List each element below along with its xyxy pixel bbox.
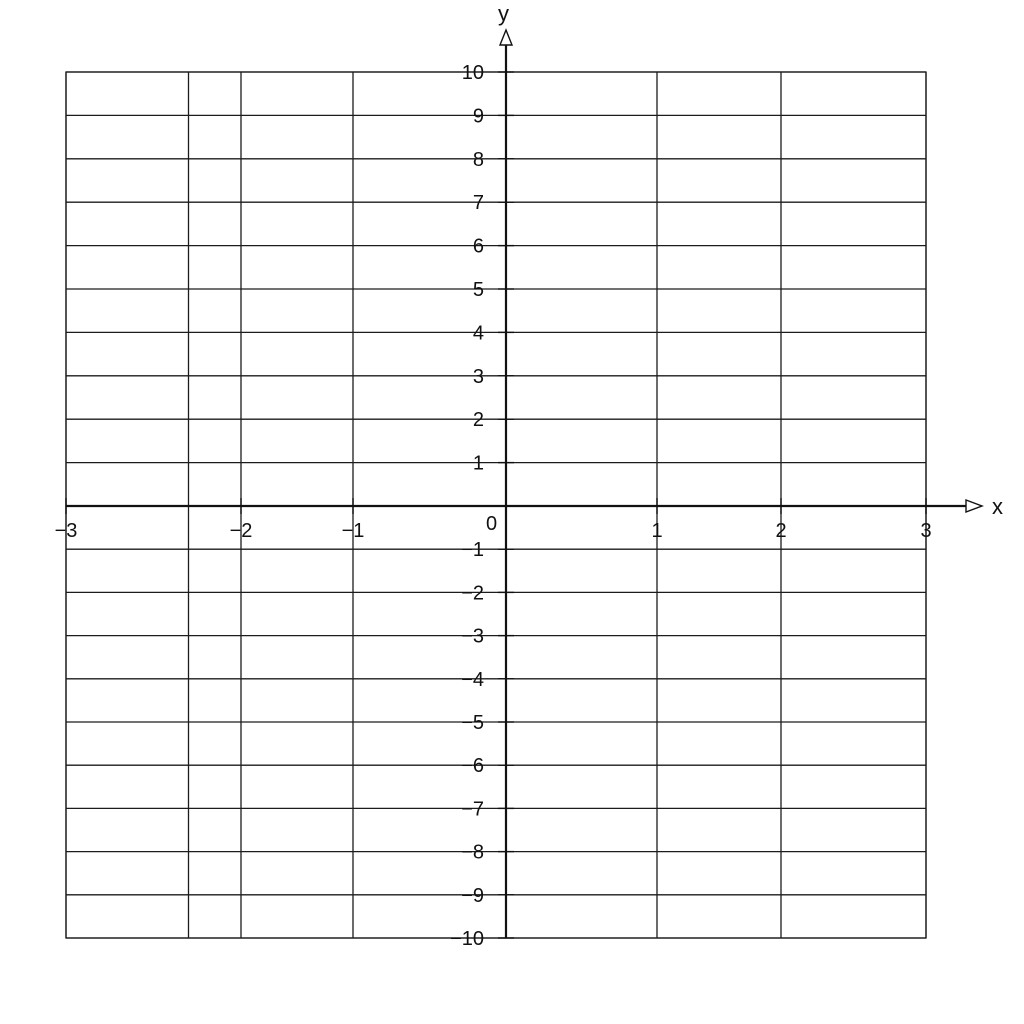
y-tick-label: −4 — [461, 668, 484, 691]
y-axis-arrow-icon — [500, 30, 512, 45]
origin-label: 0 — [486, 513, 498, 535]
x-axis-label: x — [992, 494, 1003, 519]
y-tick-label: 3 — [472, 365, 484, 388]
y-tick-label: −5 — [461, 712, 484, 734]
y-tick-label: 4 — [472, 322, 484, 345]
y-tick-label: −6 — [461, 755, 484, 778]
y-tick-label: 9 — [472, 105, 484, 128]
y-tick-label: −1 — [461, 539, 484, 562]
y-tick-label: −2 — [461, 582, 484, 605]
y-tick-label: −9 — [461, 884, 484, 907]
y-tick-label: 10 — [461, 62, 484, 84]
y-tick-label: 5 — [472, 279, 484, 301]
y-axis-label: y — [498, 1, 509, 26]
x-tick-label: −1 — [341, 520, 365, 542]
x-tick-label: −3 — [54, 520, 78, 542]
y-tick-label: −7 — [461, 798, 484, 821]
x-tick-label: 2 — [775, 520, 787, 542]
y-tick-label: 8 — [472, 148, 484, 171]
y-tick-label: 6 — [472, 235, 484, 258]
axes — [66, 30, 982, 938]
y-tick-label: −8 — [461, 841, 484, 864]
y-tick-label: 7 — [472, 192, 484, 215]
y-tick-label: −10 — [450, 928, 484, 950]
x-tick-label: 1 — [651, 520, 663, 542]
x-tick-label: −2 — [229, 520, 253, 542]
y-tick-label: 1 — [472, 452, 484, 475]
y-tick-label: 2 — [472, 409, 484, 432]
y-tick-label: −3 — [461, 625, 484, 648]
x-axis-arrow-icon — [966, 500, 982, 512]
x-tick-label: 3 — [920, 520, 932, 542]
